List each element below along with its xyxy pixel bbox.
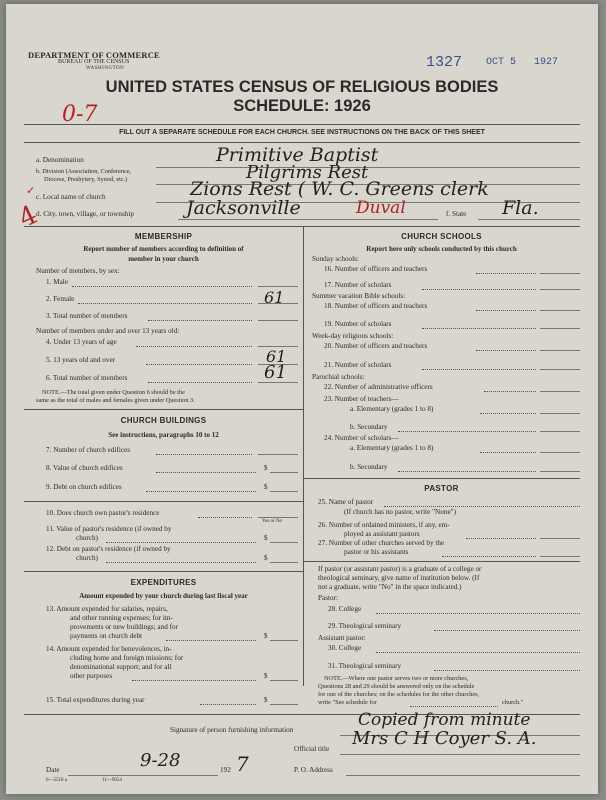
membership-note-2: same as the total of males and females given under Question 3.: [36, 397, 195, 404]
pastor-note-2: Questions 28 and 29 should be answered only on the schedule: [318, 683, 475, 690]
leader-dots: [476, 350, 536, 351]
answer-line: [540, 310, 580, 311]
summer-label: Summer vacation Bible schools:: [312, 292, 406, 300]
year-value: 7: [236, 752, 249, 776]
q17-label: 17. Number of scholars: [324, 281, 392, 289]
q15-label: 15. Total expenditures during year: [46, 696, 145, 704]
state-label: f. State: [446, 210, 467, 218]
answer-line: [270, 704, 298, 705]
q14-label-2: cluding home and foreign missions; for: [70, 654, 184, 662]
city-name: WASHINGTON: [86, 66, 125, 71]
q27-label-2: pastor or his assistants: [344, 548, 409, 556]
official-title-value: Mrs C H Coyer S. A.: [352, 728, 537, 749]
answer-line: [270, 491, 298, 492]
leader-dots: [146, 491, 256, 492]
answer-line: [258, 454, 298, 455]
q12-label-2: church): [76, 554, 98, 562]
leader-dots: [484, 391, 536, 392]
answer-line: [178, 219, 438, 220]
q4-label: 4. Under 13 years of age: [46, 338, 117, 346]
rule: [24, 501, 303, 502]
stamp-date: OCT 5: [486, 57, 517, 68]
q13-label-2: and other running expenses; for im-: [70, 614, 173, 622]
buildings-intro: See instructions, paragraphs 10 to 12: [108, 431, 219, 439]
leader-dots: [480, 452, 536, 453]
leader-dots: [156, 472, 256, 473]
rule: [24, 142, 580, 143]
assistant-pastor-label: Assistant pastor:: [318, 634, 366, 642]
q5-label: 5. 13 years old and over: [46, 356, 116, 364]
red-side-mark: 4: [14, 199, 43, 235]
rule: [24, 409, 303, 410]
membership-note: NOTE.—The total given under Question 6 should be the: [42, 389, 185, 396]
pastor-heading: PASTOR: [424, 484, 459, 493]
schedule-title: SCHEDULE: 1926: [233, 97, 371, 115]
pastor-note: NOTE.—Where one pastor serves two or more churches,: [324, 675, 469, 682]
city-label: d. City, town, village, or township: [36, 210, 134, 218]
q14-label-4: other purposes: [70, 672, 113, 680]
q2-value: 61: [264, 288, 285, 307]
rule: [24, 571, 303, 572]
church-name-label: c. Local name of church: [36, 193, 106, 201]
q23b-label: b. Secondary: [350, 423, 388, 431]
q12-label: 12. Debt on pastor's residence (if owned by: [46, 545, 171, 553]
q3-label: 3. Total number of members: [46, 312, 128, 320]
q22-label: 22. Number of administrative officers: [324, 383, 433, 391]
city-value: Jacksonville: [186, 197, 301, 219]
q15-dollar: $: [264, 696, 268, 704]
answer-line: [540, 369, 580, 370]
q10-label: 10. Does church own pastor's residence: [46, 509, 160, 517]
po-address-label: P. O. Address: [294, 766, 333, 774]
leader-dots: [398, 471, 536, 472]
q18-label: 18. Number of officers and teachers: [324, 302, 428, 310]
form-title: UNITED STATES CENSUS OF RELIGIOUS BODIES: [105, 78, 499, 96]
leader-dots: [442, 556, 536, 557]
q13-label-4: payments on church debt: [70, 632, 143, 640]
state-value: Fla.: [502, 197, 539, 219]
print-number: 11—9054: [102, 778, 122, 783]
red-handwritten-mark: 0-7: [62, 102, 98, 127]
division-value: Pilgrims Rest: [246, 162, 369, 183]
answer-line: [478, 219, 580, 220]
q20-label: 20. Number of officers and teachers: [324, 342, 428, 350]
weekday-label: Week-day religious schools:: [312, 332, 394, 340]
q13-label-3: provements or new buildings; and for: [70, 623, 178, 631]
date-label: Date: [46, 766, 60, 774]
answer-line: [270, 640, 298, 641]
leader-dots: [146, 364, 252, 365]
church-name-value: Zions Rest ( W. C. Greens clerk: [190, 178, 489, 200]
q28-label: 28. College: [328, 605, 362, 613]
q25-note: (If church has no pastor, write "None"): [344, 508, 456, 516]
q26-label-2: ployed as assistant pastors: [344, 530, 420, 538]
q1-label: 1. Male: [46, 278, 68, 286]
q19-label: 19. Number of scholars: [324, 320, 392, 328]
q9-label: 9. Debt on church edifices: [46, 483, 122, 491]
stamp-number: 1327: [426, 54, 463, 71]
pastor-note-5: church.": [502, 699, 524, 706]
schools-heading: CHURCH SCHOOLS: [401, 232, 482, 241]
leader-dots: [480, 413, 536, 414]
answer-line: [540, 452, 580, 453]
q27-label: 27. Number of other churches served by the: [318, 539, 445, 547]
form-number: 6—5518 a: [46, 778, 67, 783]
q14-label: 14. Amount expended for benevolences, in-: [46, 645, 172, 653]
leader-dots: [476, 273, 536, 274]
leader-dots: [148, 382, 252, 383]
q24b-label: b. Secondary: [350, 463, 388, 471]
leader-dots: [410, 706, 498, 707]
leader-dots: [434, 630, 580, 631]
leader-dots: [132, 680, 256, 681]
sunday-label: Sunday schools:: [312, 255, 359, 263]
answer-line: [270, 472, 298, 473]
answer-line: [540, 391, 580, 392]
denomination-label: a. Denomination: [36, 156, 84, 164]
answer-line: [540, 328, 580, 329]
answer-line: [540, 431, 580, 432]
q12-dollar: $: [264, 554, 268, 562]
leader-dots: [466, 538, 536, 539]
answer-line: [258, 286, 298, 287]
q13-dollar: $: [264, 632, 268, 640]
answer-line: [270, 562, 298, 563]
leader-dots: [398, 431, 536, 432]
parochial-label: Parochial schools:: [312, 373, 365, 381]
answer-line: [540, 350, 580, 351]
answer-line: [540, 538, 580, 539]
q6-value: 61: [264, 362, 287, 383]
answer-line: [270, 542, 298, 543]
signature-label: Signature of person furnishing information: [170, 726, 294, 734]
column-divider: [303, 226, 304, 686]
q9-dollar: $: [264, 483, 268, 491]
q14-dollar: $: [264, 672, 268, 680]
leader-dots: [422, 328, 536, 329]
answer-line: [68, 775, 218, 776]
leader-dots: [106, 562, 256, 563]
answer-line: [540, 289, 580, 290]
date-value: 9-28: [140, 750, 181, 771]
q2-label: 2. Female: [46, 295, 75, 303]
stamp-year: 1927: [534, 57, 559, 68]
census-schedule-sheet: [6, 4, 598, 794]
q5-value: 61: [266, 347, 287, 366]
answer-line: [258, 320, 298, 321]
schools-intro: Report here only schools conducted by this church: [366, 245, 517, 253]
membership-intro-2: member in your church: [128, 255, 199, 263]
rule: [24, 226, 580, 227]
division-label: b. Division (Association, Conference,: [36, 168, 132, 175]
division-label-2: Diocese, Presbytery, Synod, etc.): [44, 176, 128, 183]
official-title-label: Official title: [294, 745, 330, 753]
graduate-note-2: theological seminary, give name of institution below. (If: [318, 574, 480, 582]
leader-dots: [156, 454, 252, 455]
q13-label: 13. Amount expended for salaries, repairs,: [46, 605, 168, 613]
q30-label: 30. College: [328, 644, 362, 652]
answer-line: [540, 471, 580, 472]
leader-dots: [422, 369, 536, 370]
answer-line: [258, 517, 298, 518]
instructions-line: FILL OUT A SEPARATE SCHEDULE FOR EACH CHURCH. SEE INSTRUCTIONS ON THE BACK OF THIS SHEET: [119, 129, 485, 136]
leader-dots: [476, 310, 536, 311]
answer-line: [540, 413, 580, 414]
q11-label: 11. Value of pastor's residence (if owned by: [46, 525, 172, 533]
leader-dots: [72, 286, 252, 287]
q24-label: 24. Number of scholars—: [324, 434, 399, 442]
leader-dots: [384, 506, 580, 507]
check-mark: ✓: [26, 184, 36, 197]
q29-label: 29. Theological seminary: [328, 622, 402, 630]
denomination-value: Primitive Baptist: [216, 144, 379, 166]
expenditures-intro: Amount expended by your church during last fiscal year: [79, 592, 248, 600]
by-sex-label: Number of members, by sex:: [36, 267, 120, 275]
membership-intro: Report number of members according to definition of: [83, 245, 244, 253]
leader-dots: [200, 704, 256, 705]
leader-dots: [166, 640, 256, 641]
under-over-label: Number of members under and over 13 years old:: [36, 327, 180, 335]
answer-line: [540, 273, 580, 274]
q6-label: 6. Total number of members: [46, 374, 128, 382]
leader-dots: [422, 289, 536, 290]
q23a-label: a. Elementary (grades 1 to 8): [350, 405, 434, 413]
department-name: DEPARTMENT OF COMMERCE: [28, 50, 160, 60]
answer-line: [540, 556, 580, 557]
q16-label: 16. Number of officers and teachers: [324, 265, 428, 273]
graduate-note: If pastor (or assistant pastor) is a graduate of a college or: [318, 565, 482, 573]
q7-label: 7. Number of church edifices: [46, 446, 131, 454]
pastor-note-3: for one of the churches; on the schedules for the other churches,: [318, 691, 480, 698]
pastor-sub-label: Pastor:: [318, 594, 338, 602]
leader-dots: [106, 542, 256, 543]
year-prefix: 192: [220, 766, 231, 774]
leader-dots: [148, 320, 252, 321]
leader-dots: [376, 613, 580, 614]
signature-value: Copied from minute: [358, 710, 531, 730]
graduate-note-3: not a graduate, write "No" in the space indicated.): [318, 583, 462, 591]
answer-line: [340, 754, 580, 755]
q26-label: 26. Number of ordained ministers, if any, em-: [318, 521, 450, 529]
q21-label: 21. Number of scholars: [324, 361, 392, 369]
membership-heading: MEMBERSHIP: [134, 232, 193, 241]
rule: [303, 478, 580, 479]
q23-label: 23. Number of teachers—: [324, 395, 399, 403]
q25-label: 25. Name of pastor: [318, 498, 374, 506]
answer-line: [346, 775, 580, 776]
rule: [24, 124, 580, 125]
expenditures-heading: EXPENDITURES: [130, 578, 197, 587]
q11-dollar: $: [264, 534, 268, 542]
q24a-label: a. Elementary (grades 1 to 8): [350, 444, 434, 452]
leader-dots: [78, 303, 252, 304]
q8-label: 8. Value of church edifices: [46, 464, 123, 472]
leader-dots: [434, 670, 580, 671]
pastor-note-4: write "See schedule for: [318, 699, 377, 706]
rule: [303, 561, 580, 562]
leader-dots: [136, 346, 252, 347]
county-value: Duval: [356, 198, 406, 218]
leader-dots: [376, 652, 580, 653]
yes-no-hint: Yes or No: [262, 519, 283, 524]
q14-label-3: denominational support; and for all: [70, 663, 172, 671]
q8-dollar: $: [264, 464, 268, 472]
bureau-name: BUREAU OF THE CENSUS: [58, 59, 130, 65]
leader-dots: [198, 517, 252, 518]
answer-line: [270, 680, 298, 681]
q31-label: 31. Theological seminary: [328, 662, 402, 670]
q11-label-2: church): [76, 534, 98, 542]
buildings-heading: CHURCH BUILDINGS: [120, 416, 207, 425]
